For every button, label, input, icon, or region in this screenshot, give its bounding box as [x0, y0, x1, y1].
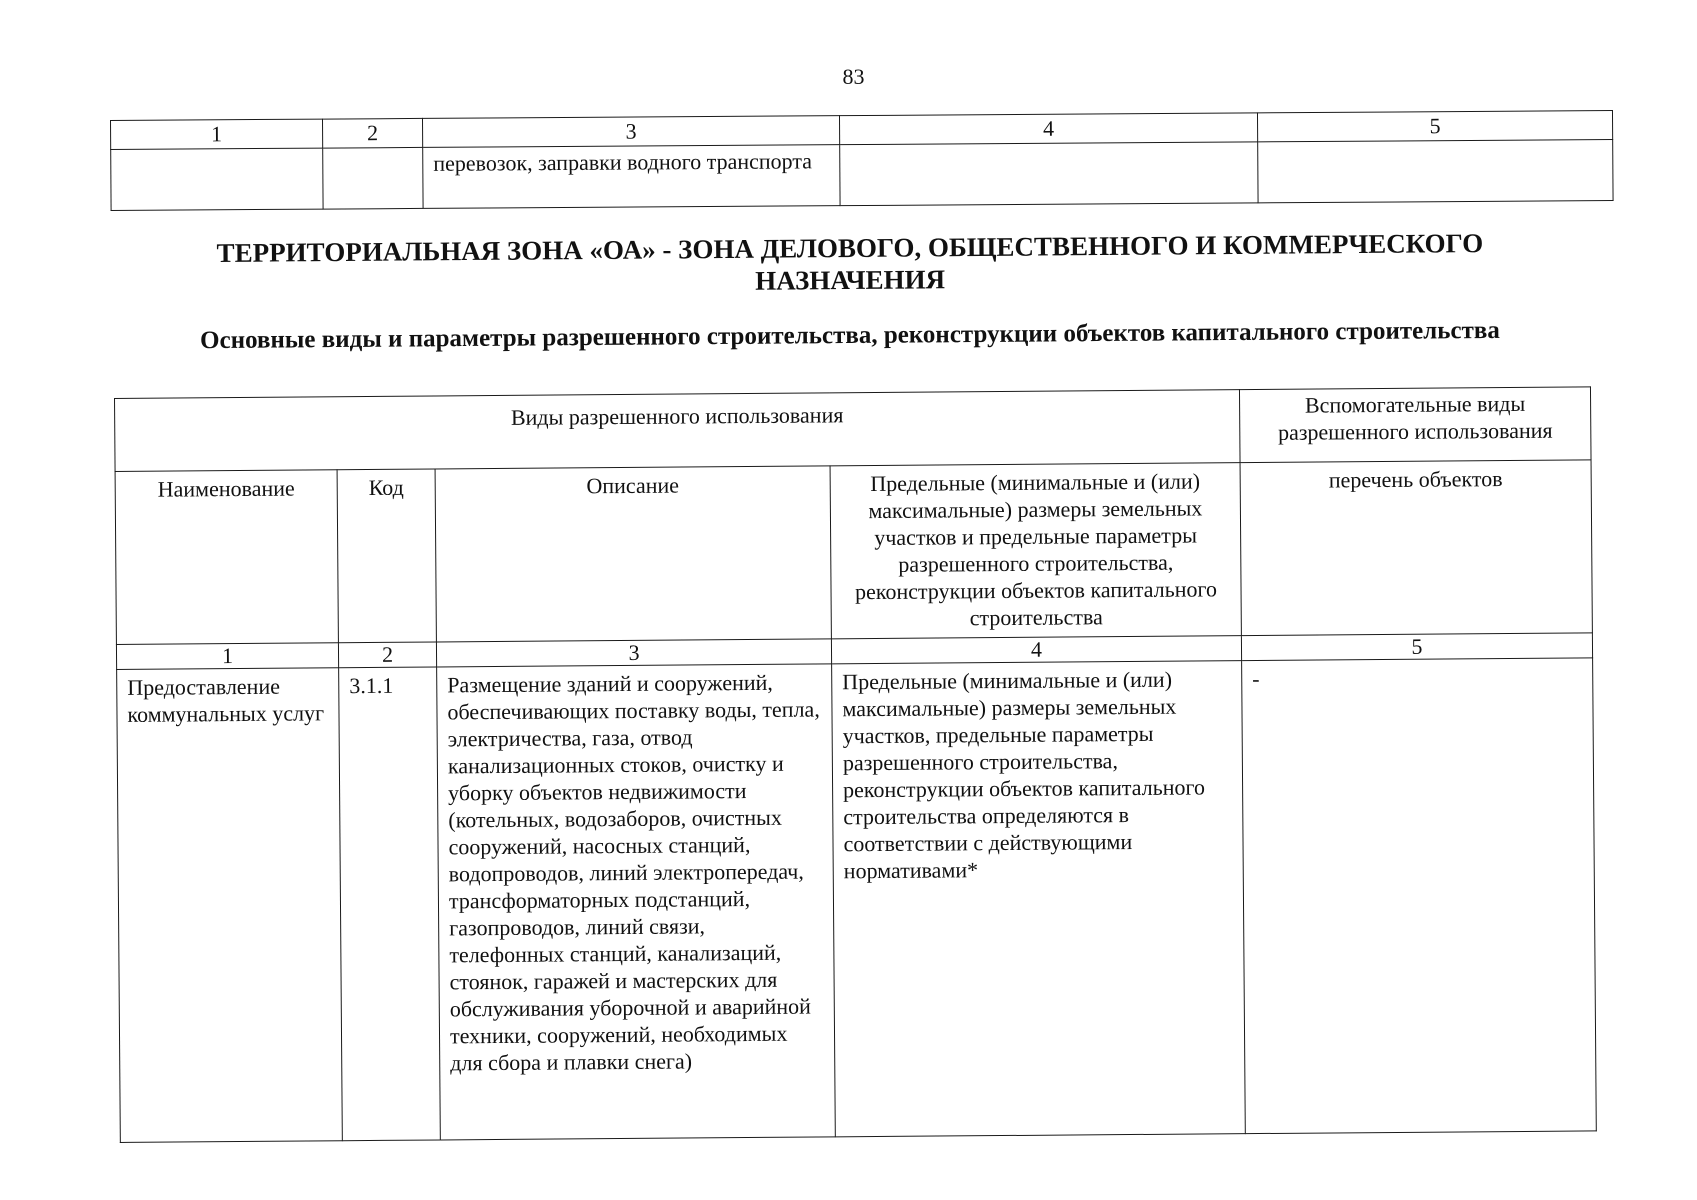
- group-header-auxiliary-uses: Вспомогательные виды разрешенного использования: [1239, 387, 1591, 463]
- cell-code: 3.1.1: [339, 667, 441, 1141]
- cell-limits: Предельные (минимальные и (или) максимальные) размеры земельных участков, предельные параметры разрешенного строительства, реконструкции объектов капитального строительства определяются в соответствии с действующими нормативами*: [832, 661, 1246, 1137]
- continuation-cell-code: [323, 147, 423, 209]
- column-number: 3: [436, 639, 831, 667]
- permitted-use-table: [114, 386, 1597, 1143]
- cell-description: Размещение зданий и сооружений, обеспечивающих поставку воды, тепла, электричества, газа, отвод канализационных стоков, очистку и уборку объектов недвижимости (котельных, водозаборов, очистных сооружений, насосных станций, водопроводов, линий электропередач, трансформаторных подстанций, газопроводов, линий связи, телефонных станций, канализаций, стоянок, гаражей и мастерских для обслуживания уборочной и аварийной техники, сооружений, необходимых для сбора и плавки снега): [437, 664, 836, 1140]
- column-number: 1: [111, 119, 323, 149]
- continuation-cell-objects: [1258, 140, 1613, 203]
- page-number: 83: [842, 64, 865, 89]
- header-code: Код: [337, 469, 436, 643]
- header-description: Описание: [435, 466, 831, 642]
- zone-title: ТЕРРИТОРИАЛЬНАЯ ЗОНА «ОА» - ЗОНА ДЕЛОВОГО, ОБЩЕСТВЕННОГО И КОММЕРЧЕСКОГО НАЗНАЧЕНИЯ: [216, 228, 1484, 296]
- header-limits: Предельные (минимальные и (или) максимальные) размеры земельных участков и предельные параметры разрешенного строительства, реконструкции объектов капитального строительства: [830, 463, 1241, 639]
- column-number: 5: [1257, 111, 1612, 142]
- continuation-cell-name: [111, 148, 323, 210]
- cell-objects-list: -: [1242, 658, 1597, 1134]
- continuation-cell-description: перевозок, заправки водного транспорта: [423, 145, 840, 209]
- continuation-row: [111, 140, 1613, 211]
- header-name: Наименование: [115, 470, 338, 645]
- continuation-table: [110, 110, 1614, 211]
- header-objects-list: перечень объектов: [1240, 460, 1592, 636]
- column-number: 4: [839, 113, 1257, 145]
- column-number: 2: [338, 642, 436, 668]
- column-number: 1: [116, 643, 338, 670]
- table-group-header-row: [115, 387, 1592, 472]
- column-number: 4: [831, 636, 1241, 664]
- cell-name: Предоставление коммунальных услуг: [117, 668, 343, 1143]
- group-header-permitted-uses: Виды разрешенного использования: [115, 390, 1241, 472]
- column-number: 5: [1241, 633, 1592, 661]
- continuation-cell-limits: [840, 142, 1258, 206]
- section-title: Основные виды и параметры разрешенного строительства, реконструкции объектов капитального строительства: [200, 316, 1500, 355]
- table-row: [117, 658, 1597, 1143]
- column-number: 3: [422, 116, 839, 148]
- column-number: 2: [322, 118, 422, 148]
- table-header-row: [115, 460, 1592, 645]
